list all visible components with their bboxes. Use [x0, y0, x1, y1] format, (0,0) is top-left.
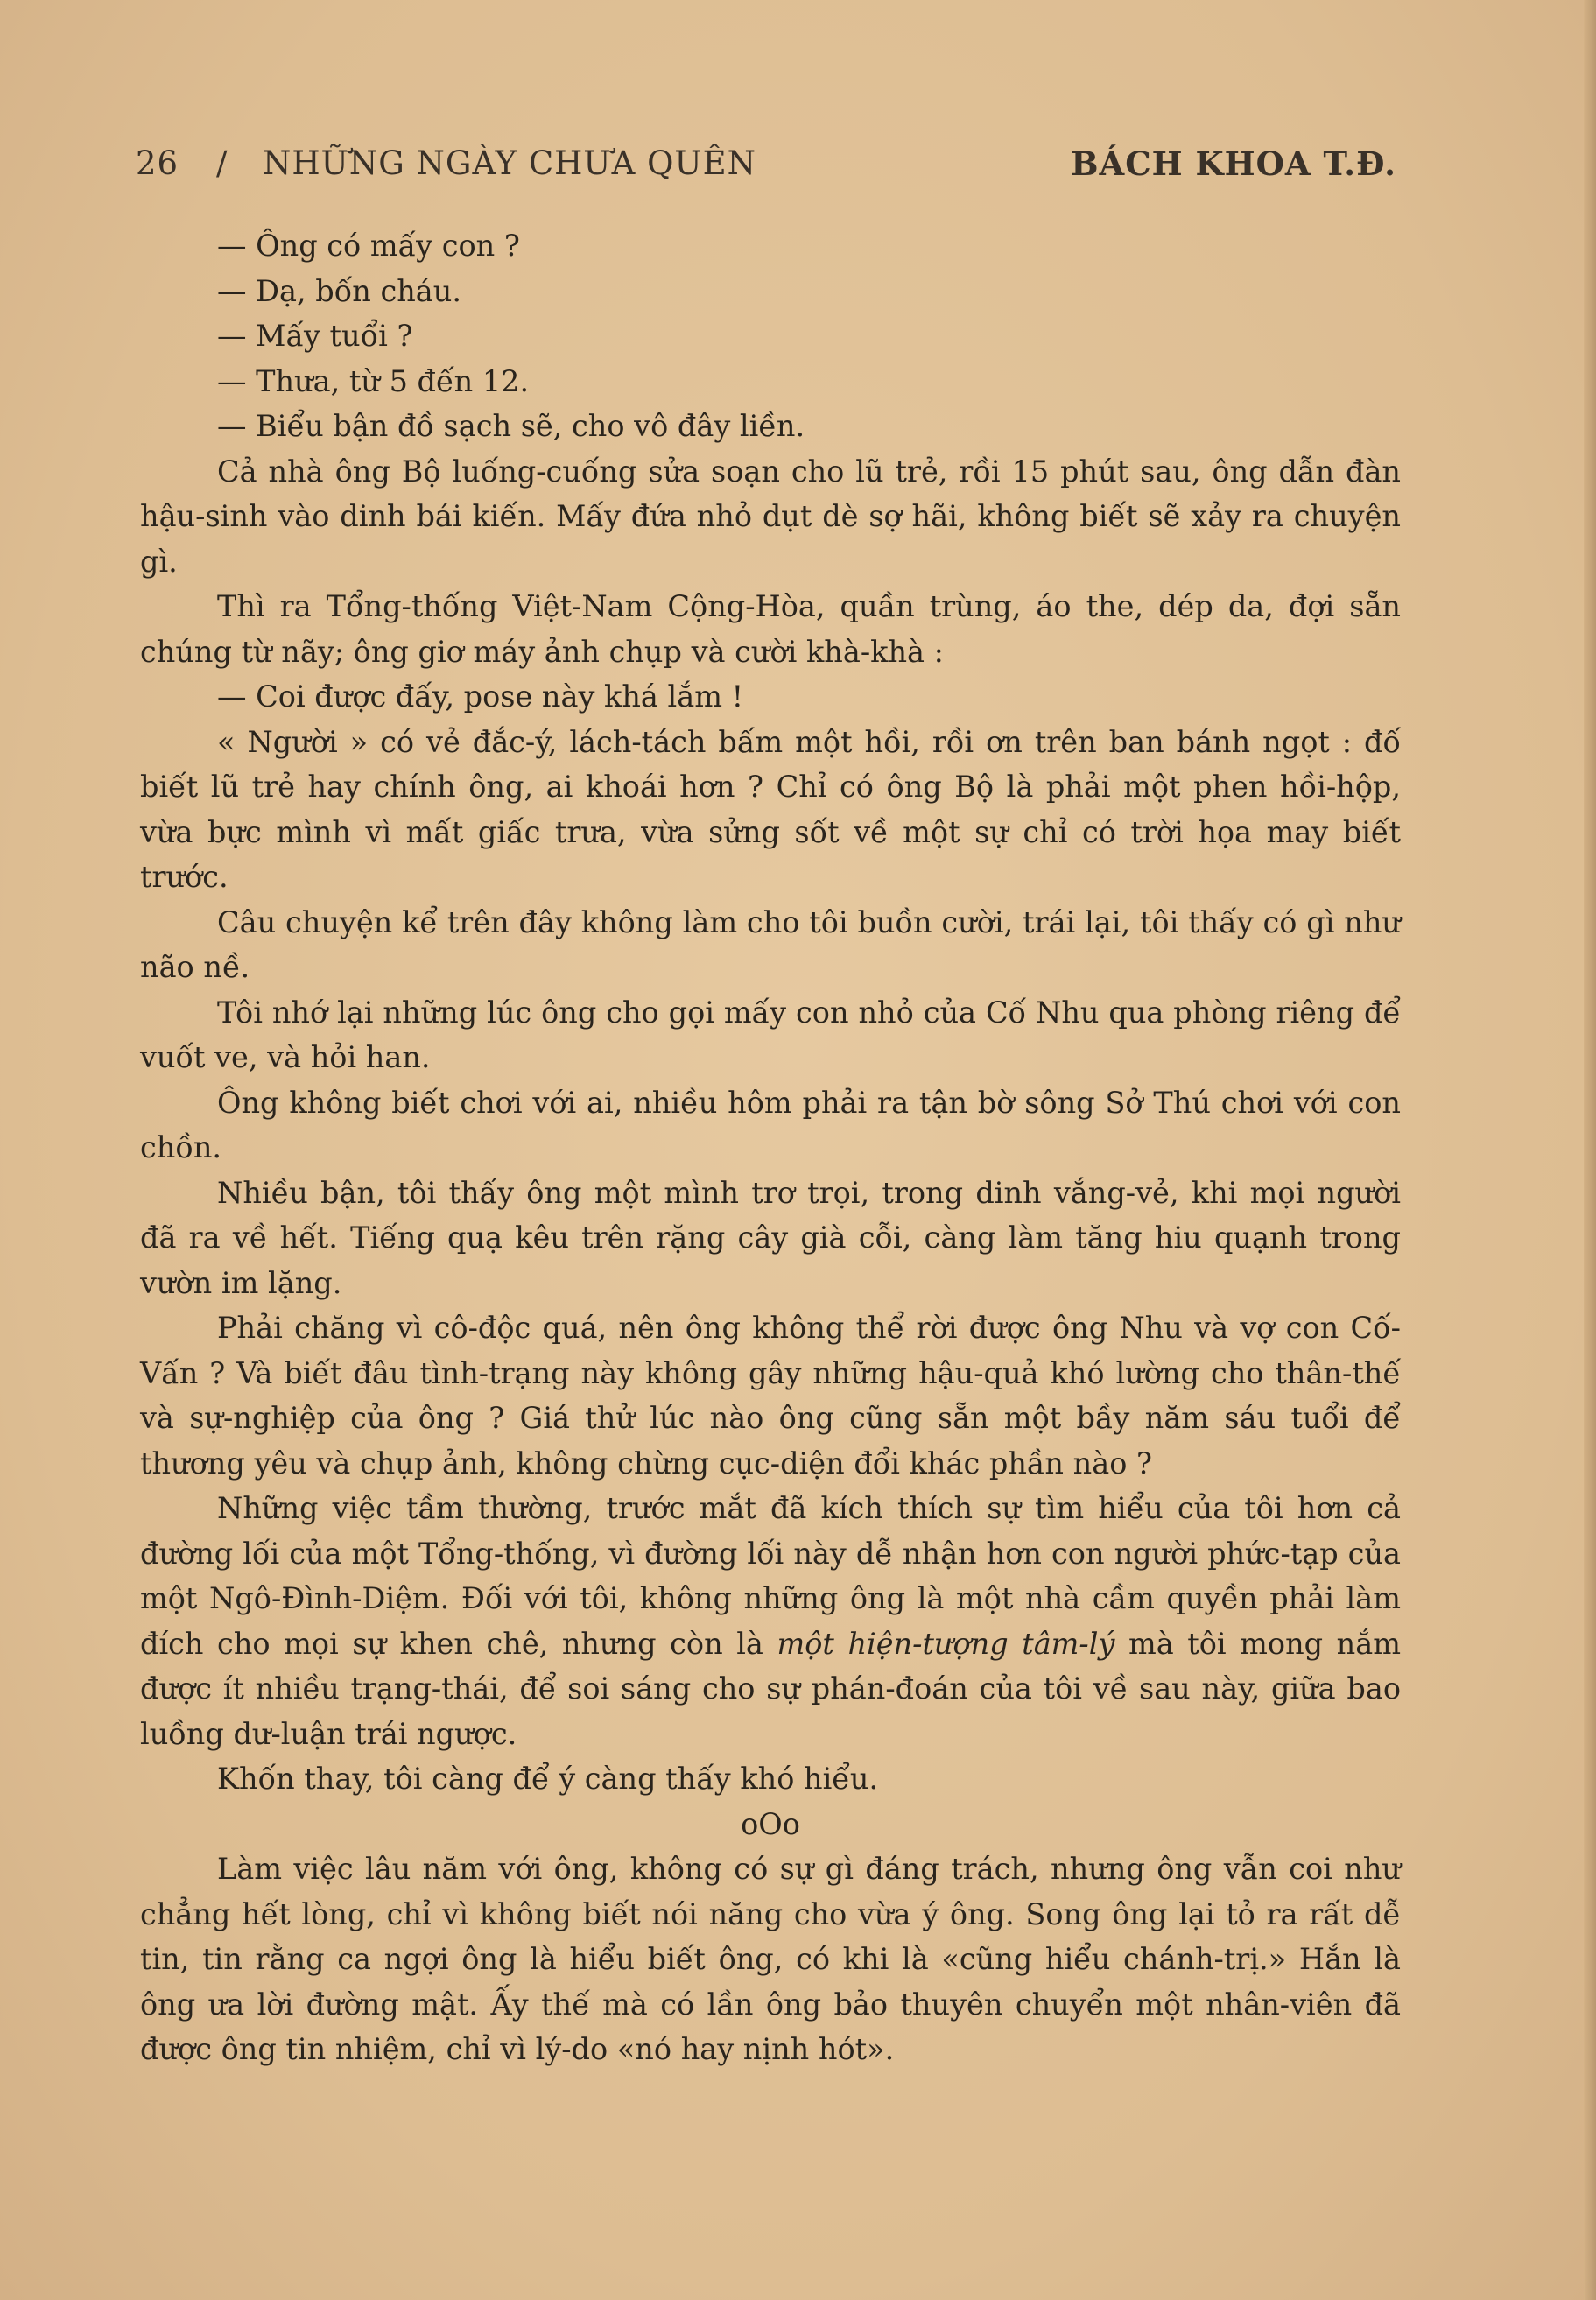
header-separator: /	[216, 144, 229, 182]
paragraph: Nhiều bận, tôi thấy ông một mình trơ trọi, trong dinh vắng-vẻ, khi mọi người đã ra về hết. Tiếng quạ kêu trên rặng cây già cỗi, càng làm tăng hiu quạnh trong vườn im lặng.	[140, 1175, 1401, 1300]
paragraph	[140, 1486, 1401, 1756]
paragraph: — Coi được đấy, pose này khá lắm !	[217, 679, 744, 714]
section-divider: oOo	[741, 1806, 800, 1841]
page-number: 26	[136, 144, 179, 182]
paragraph: « Người » có vẻ đắc-ý, lách-tách bấm một hồi, rồi ơn trên ban bánh ngọt : đố biết lũ trẻ hay chính ông, ai khoái hơn ? Chỉ có ông Bộ là phải một phen hồi-hộp, vừa bực mình vì mất giấc trưa, vừa sửng sốt về một sự chỉ có trời họa may biết trước.	[140, 724, 1401, 894]
page-edge	[1584, 0, 1596, 2300]
paragraph: — Ông có mấy con ?	[217, 229, 520, 263]
paragraph: Thì ra Tổng-thống Việt-Nam Cộng-Hòa, quần trùng, áo the, dép da, đợi sẵn chúng từ nãy; ông giơ máy ảnh chụp và cười khà-khà :	[140, 589, 1401, 669]
paragraph: Làm việc lâu năm với ông, không có sự gì đáng trách, nhưng ông vẫn coi như chẳng hết lòng, chỉ vì không biết nói năng cho vừa ý ông. Song ông lại tỏ ra rất dễ tin, tin rằng ca ngợi ông là hiểu biết ông, có khi là «cũng hiểu chánh-trị.» Hắn là ông ưa lời đường mật. Ấy thế mà có lần ông bảo thuyên chuyển một nhân-viên đã được ông tin nhiệm, chỉ vì lý-do «nó hay nịnh hót».	[140, 1852, 1401, 2066]
paragraph-text: Những việc tầm thường, trước mắt đã kích thích sự tìm hiểu của tôi hơn cả đường lối của một Tổng-thống, vì đường lối này dễ nhận hơn con người phức-tạp của một Ngô-Đình-Diệm. Đối với tôi, không những ông là một nhà cầm quyền phải làm đích cho mọi sự khen chê, nhưng còn là	[140, 1491, 1401, 1661]
running-header	[136, 144, 1396, 188]
paragraph: Phải chăng vì cô-độc quá, nên ông không thể rời được ông Nhu và vợ con Cố-Vấn ? Và biết đâu tình-trạng này không gây những hậu-quả khó lường cho thân-thế và sự-nghiệp của ông ? Giá thử lúc nào ông cũng sẵn một bầy năm sáu tuổi để thương yêu và chụp ảnh, không chừng cục-diện đổi khác phần nào ?	[140, 1311, 1401, 1481]
paragraph: Khốn thay, tôi càng để ý càng thấy khó hiểu.	[217, 1762, 879, 1796]
running-title: NHỮNG NGÀY CHƯA QUÊN	[263, 144, 756, 182]
paragraph-text: mà tôi mong nắm được ít nhiều trạng-thái, để soi sáng cho sự phán-đoán của tôi về sau này, giữa bao luồng dư-luận trái ngược.	[140, 1626, 1401, 1751]
paragraph: Cả nhà ông Bộ luống-cuống sửa soạn cho lũ trẻ, rồi 15 phút sau, ông dẫn đàn hậu-sinh vào dinh bái kiến. Mấy đứa nhỏ dụt dè sợ hãi, không biết sẽ xảy ra chuyện gì.	[140, 454, 1401, 579]
paragraph: — Biểu bận đồ sạch sẽ, cho vô đây liền.	[217, 409, 805, 443]
paragraph: Câu chuyện kể trên đây không làm cho tôi buồn cười, trái lại, tôi thấy có gì như não nề.	[140, 904, 1401, 984]
paragraph: — Mấy tuổi ?	[217, 319, 413, 353]
paragraph: — Dạ, bốn cháu.	[217, 273, 461, 308]
paragraph: Tôi nhớ lại những lúc ông cho gọi mấy con nhỏ của Cố Nhu qua phòng riêng để vuốt ve, và hỏi han.	[140, 995, 1401, 1074]
paragraph: — Thưa, từ 5 đến 12.	[217, 363, 530, 398]
magazine-name: BÁCH KHOA T.Đ.	[1071, 144, 1396, 183]
italic-phrase: một hiện-tượng tâm-lý	[777, 1626, 1115, 1661]
article-body	[140, 223, 1401, 2072]
paragraph: Ông không biết chơi với ai, nhiều hôm phải ra tận bờ sông Sở Thú chơi với con chồn.	[140, 1085, 1401, 1164]
